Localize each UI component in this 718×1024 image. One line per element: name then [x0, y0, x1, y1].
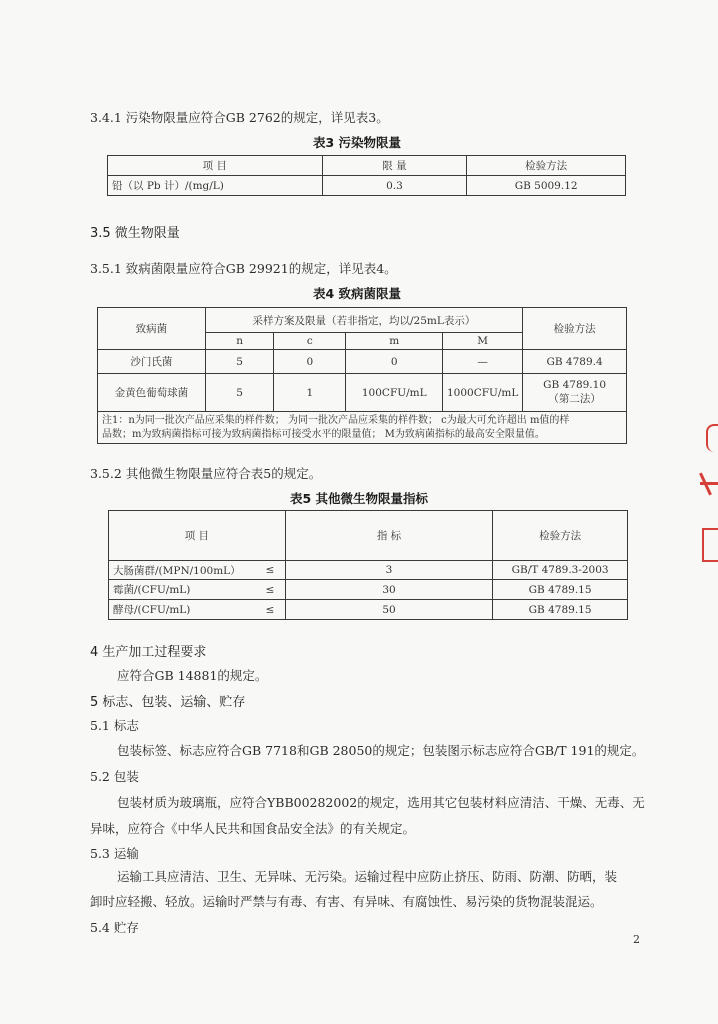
heading-5-2: 5.2 包装 [90, 769, 139, 784]
table4-cell-n: 5 [205, 374, 274, 412]
para-5-2-line1: 包装材质为玻璃瓶，应符合YBB00282002的规定，选用其它包装材料应清洁、干燥、无毒、无 [117, 795, 645, 810]
table4-cell-name: 金黄色葡萄球菌 [98, 374, 206, 412]
para-5-3-line1: 运输工具应清洁、卫生、无异味、无污染。运输过程中应防止挤压、防雨、防潮、防晒，装 [117, 869, 618, 884]
table4-cell-M: — [443, 350, 523, 374]
clause-3-4-1: 3.4.1 污染物限量应符合GB 2762的规定，详见表3。 [90, 110, 389, 125]
clause-3-5-2: 3.5.2 其他微生物限量应符合表5的规定。 [90, 466, 322, 481]
table5 [108, 510, 628, 620]
table3-cell: 铅（以 Pb 计）/(mg/L) [108, 176, 323, 196]
table4-header-pathogen: 致病菌 [98, 308, 206, 350]
heading-5-1: 5.1 标志 [90, 718, 139, 733]
table5-cell-method: GB/T 4789.3-2003 [493, 561, 628, 580]
table3-cell: 0.3 [322, 176, 467, 196]
table4-subheader-M: M [443, 333, 523, 350]
table5-cell-value: 3 [285, 561, 492, 580]
table5-cell-op: ≤ [255, 580, 285, 600]
table4-cell-M: 1000CFU/mL [443, 374, 523, 412]
table4-header-plan: 采样方案及限量（若非指定，均以/25mL表示） [205, 308, 522, 333]
table4-note [98, 412, 627, 444]
table5-header-method: 检验方法 [493, 511, 628, 561]
table5-header-value: 指 标 [285, 511, 492, 561]
para-5-3-line2: 卸时应轻搬、轻放。运输时严禁与有毒、有害、有异味、有腐蚀性、易污染的货物混装混运。 [90, 894, 603, 909]
table-row [98, 374, 627, 412]
table4-cell-n: 5 [205, 350, 274, 374]
heading-5-4: 5.4 贮存 [90, 920, 139, 935]
table4-method-line2: （第二法） [548, 393, 601, 405]
para-4: 应符合GB 14881的规定。 [117, 668, 268, 683]
table4-cell-m: 100CFU/mL [346, 374, 443, 412]
table3-cell: GB 5009.12 [467, 176, 626, 196]
table5-cell-item: 酵母/(CFU/mL) [109, 600, 256, 620]
table4-cell-method [523, 374, 627, 412]
table3 [107, 155, 626, 196]
table-row [109, 600, 628, 620]
table5-cell-op: ≤ [255, 561, 285, 580]
heading-3-5: 3.5 微生物限量 [90, 226, 180, 241]
clause-3-5-1: 3.5.1 致病菌限量应符合GB 29921的规定，详见表4。 [90, 261, 397, 276]
table5-cell-op: ≤ [255, 600, 285, 620]
table4-note-line2: 品数；m为致病菌指标可接为致病菌指标可接受水平的限量值； M为致病菌指标的最高安全限量值。 [102, 428, 545, 440]
table-row [98, 350, 627, 374]
table4-subheader-n: n [205, 333, 274, 350]
table4-header-method: 检验方法 [523, 308, 627, 350]
table5-cell-method: GB 4789.15 [493, 600, 628, 620]
para-5-2-line2: 异味，应符合《中华人民共和国食品安全法》的有关规定。 [90, 821, 416, 836]
table4-method-line1: GB 4789.10 [543, 379, 607, 391]
heading-5: 5 标志、包装、运输、贮存 [90, 695, 246, 710]
table5-cell-value: 50 [285, 600, 492, 620]
table4-cell-method: GB 4789.4 [523, 350, 627, 374]
table4-subheader-c: c [274, 333, 346, 350]
table4-subheader-m: m [346, 333, 443, 350]
table4 [97, 307, 627, 444]
table3-header-limit: 限 量 [322, 156, 467, 176]
table5-caption: 表5 其他微生物限量指标 [290, 491, 429, 506]
table4-cell-c: 0 [274, 350, 346, 374]
table4-caption: 表4 致病菌限量 [313, 286, 402, 301]
table5-cell-method: GB 4789.15 [493, 580, 628, 600]
table5-cell-item: 大肠菌群/(MPN/100mL） [109, 561, 256, 580]
table3-header-method: 检验方法 [467, 156, 626, 176]
heading-5-3: 5.3 运输 [90, 846, 139, 861]
table4-cell-m: 0 [346, 350, 443, 374]
table5-cell-value: 30 [285, 580, 492, 600]
table3-header-item: 项 目 [108, 156, 323, 176]
table-row [109, 561, 628, 580]
table4-note-line1: 注1：n为同一批次产品应采集的样件数； 为同一批次产品应采集的样件数； c为最大可允许超出 m值的样 [102, 414, 570, 426]
heading-4: 4 生产加工过程要求 [90, 645, 207, 660]
table5-cell-item: 霉菌/(CFU/mL) [109, 580, 256, 600]
table4-cell-name: 沙门氏菌 [98, 350, 206, 374]
page-number: 2 [633, 933, 640, 946]
table-row [109, 580, 628, 600]
para-5-1: 包装标签、标志应符合GB 7718和GB 28050的规定；包装图示标志应符合GB/T 191的规定。 [117, 743, 645, 758]
table3-caption: 表3 污染物限量 [313, 135, 402, 150]
table5-header-item: 项 目 [109, 511, 286, 561]
table4-cell-c: 1 [274, 374, 346, 412]
